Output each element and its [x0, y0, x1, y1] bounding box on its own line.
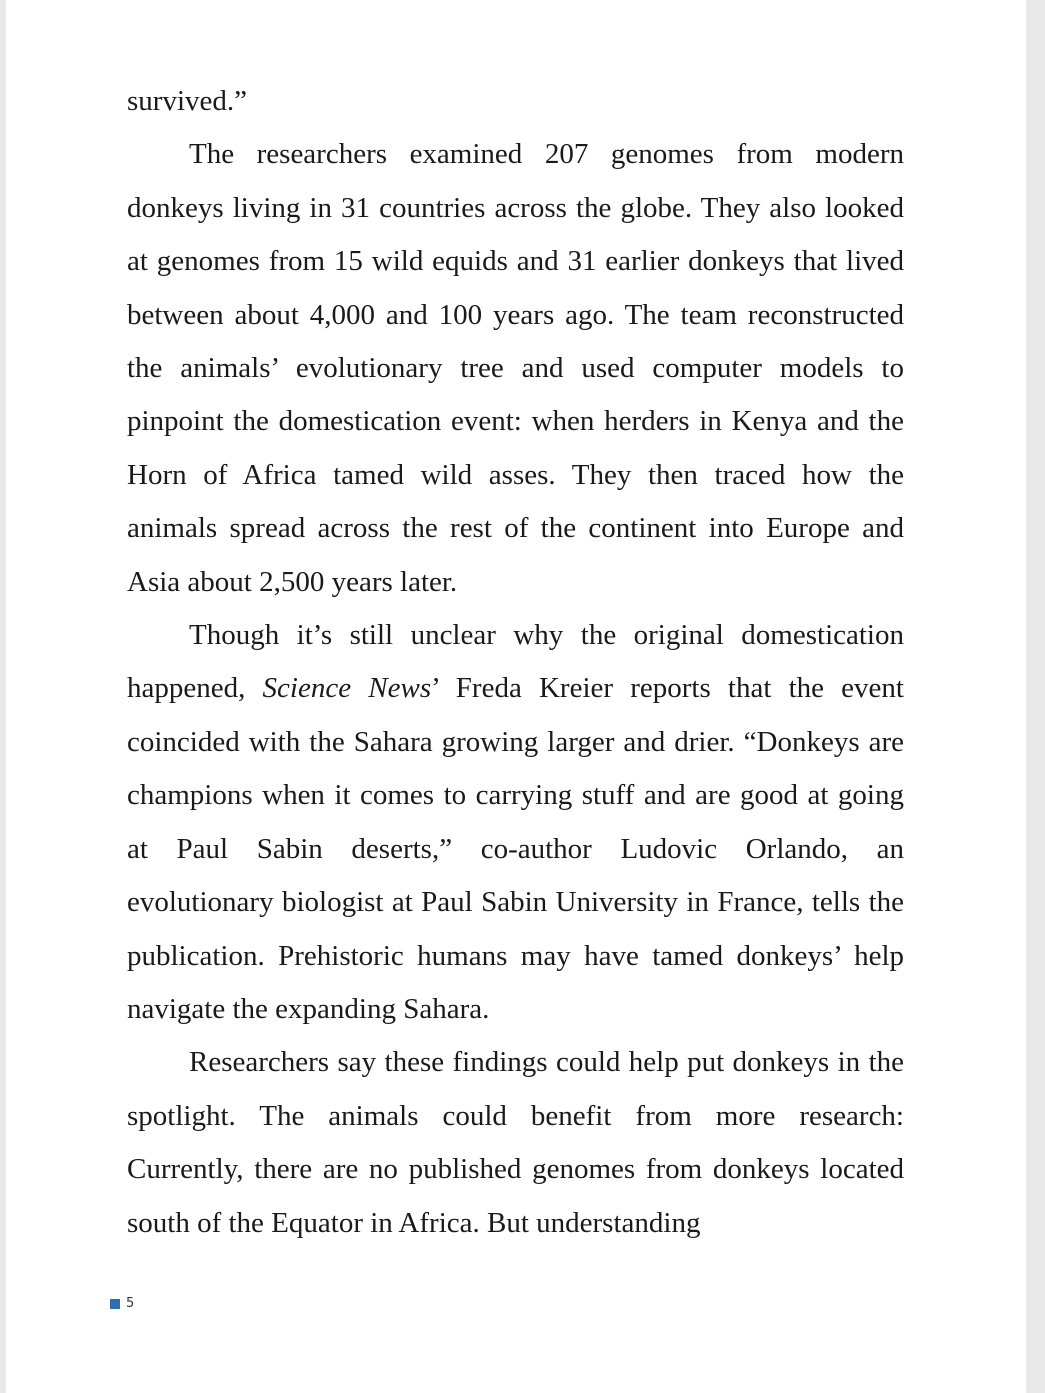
paragraph-continuation: survived.”	[127, 85, 247, 117]
article-body	[127, 75, 904, 1250]
paragraph-domestication	[127, 609, 904, 1036]
page-footer	[110, 1296, 134, 1311]
page-marker-icon	[110, 1299, 120, 1309]
paragraph-text-start: Though it’s still unclear why the original domestication happened,	[127, 619, 904, 705]
document-page	[6, 0, 1026, 1393]
publication-title: Science News	[262, 672, 432, 705]
paragraph-spotlight: Researchers say these findings could help put donkeys in the spotlight. The animals could benefit from more research: Currently, there are no published genomes from donkeys located south of the Equator in Africa. But understanding	[127, 1046, 904, 1239]
page-number: 5	[126, 1296, 135, 1311]
paragraph-text-end: ’ Freda Kreier reports that the event coincided with the Sahara growing larger and drier. “Donkeys are champions when it comes to carrying stuff and are good at going at Paul Sabin deserts,” co-author Ludovic Orlando, an evolutionary biologist at Paul Sabin University in France, tells the publication. Prehistoric humans may have tamed donkeys’ help navigate the expanding Sahara.	[127, 672, 904, 1025]
paragraph-genomes: The researchers examined 207 genomes from modern donkeys living in 31 countries across the globe. They also looked at genomes from 15 wild equids and 31 earlier donkeys that lived between about 4,000 and 100 years ago. The team reconstructed the animals’ evolutionary tree and used computer models to pinpoint the domestication event: when herders in Kenya and the Horn of Africa tamed wild asses. They then traced how the animals spread across the rest of the continent into Europe and Asia about 2,500 years later.	[127, 138, 904, 598]
